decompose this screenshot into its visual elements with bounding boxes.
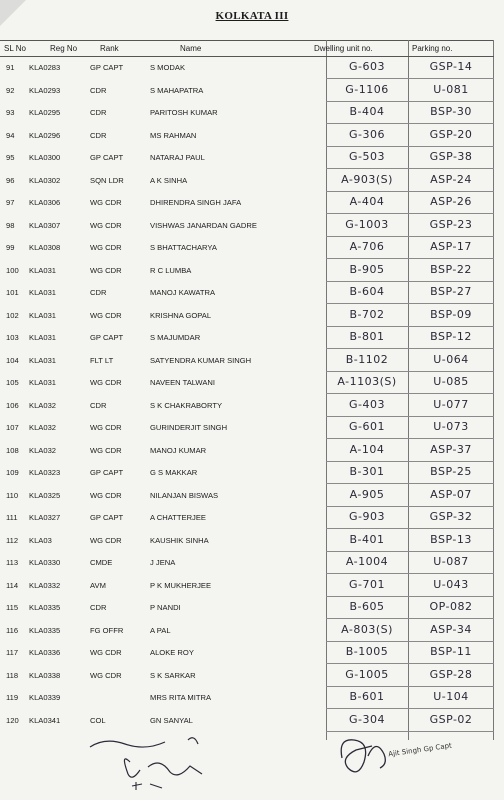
row-rule [326, 258, 494, 259]
row-rule [326, 146, 494, 147]
cell-dwelling-unit: G-1005 [345, 667, 389, 681]
cell-sl-no: 95 [6, 153, 15, 162]
table-row [0, 103, 504, 125]
cell-reg-no: KLA031 [29, 378, 57, 387]
cell-sl-no: 96 [6, 175, 15, 185]
table-row [0, 531, 504, 553]
row-rule [326, 78, 494, 79]
cell-name: VISHWAS JANARDAN GADRE [150, 220, 257, 230]
table-row [0, 283, 504, 305]
cell-dwelling-unit: G-1106 [345, 82, 389, 96]
row-rule [326, 438, 494, 439]
table-row [0, 126, 504, 148]
table-row [0, 486, 504, 508]
row-rule [326, 528, 494, 529]
cell-dwelling-unit: B-801 [349, 330, 385, 343]
cell-sl-no: 98 [6, 220, 15, 230]
cell-rank: GP CAPT [90, 153, 124, 162]
cell-name: A K SINHA [150, 175, 188, 185]
cell-dwelling-unit: G-304 [349, 712, 385, 726]
cell-dwelling-unit: A-905 [349, 487, 385, 501]
row-rule [326, 551, 494, 552]
cell-sl-no: 111 [6, 513, 18, 522]
table-row [0, 351, 504, 373]
row-rule [326, 213, 494, 214]
cell-rank: AVM [90, 580, 106, 590]
table-row [0, 58, 504, 80]
cell-reg-no: KLA031 [29, 310, 57, 320]
cell-parking-no: BSP-11 [430, 645, 472, 658]
cell-rank: WG CDR [90, 243, 122, 252]
cell-rank: WG CDR [90, 490, 122, 500]
cell-name: GURINDERJIT SINGH [150, 423, 228, 432]
cell-reg-no: KLA0307 [29, 220, 61, 230]
cell-rank: CMDE [90, 558, 113, 567]
row-rule [326, 461, 494, 462]
row-rule [326, 281, 494, 282]
cell-name: S BHATTACHARYA [150, 243, 217, 252]
cell-dwelling-unit: B-601 [349, 690, 385, 703]
cell-name: G S MAKKAR [150, 468, 198, 477]
table-row [0, 81, 504, 103]
cell-rank: GP CAPT [90, 63, 124, 72]
cell-sl-no: 109 [6, 468, 19, 477]
header-rank: Rank [100, 44, 119, 53]
cell-dwelling-unit: G-306 [349, 127, 385, 141]
cell-rank: FLT LT [90, 355, 114, 365]
row-rule [326, 483, 494, 484]
cell-dwelling-unit: A-104 [349, 442, 385, 456]
header-reg-no: Reg No [50, 44, 78, 53]
table-row [0, 148, 504, 170]
row-rule [326, 326, 494, 327]
cell-rank: GP CAPT [90, 333, 124, 342]
row-rule [326, 573, 494, 574]
cell-rank: WG CDR [90, 648, 122, 657]
cell-reg-no: KLA0336 [29, 648, 61, 657]
cell-dwelling-unit: G-603 [349, 60, 385, 73]
cell-parking-no: ASP-07 [430, 487, 472, 501]
cell-sl-no: 101 [6, 288, 19, 297]
cell-parking-no: U-081 [433, 82, 469, 96]
cell-name: PARITOSH KUMAR [150, 108, 218, 117]
cell-name: J JENA [150, 558, 176, 567]
cell-rank: WG CDR [90, 670, 122, 680]
header-dwelling-unit: Dwelling unit no. [314, 44, 373, 53]
cell-sl-no: 100 [6, 265, 19, 275]
cell-dwelling-unit: A-706 [349, 240, 385, 253]
cell-parking-no: BSP-25 [430, 465, 472, 478]
cell-name: MANOJ KUMAR [150, 445, 207, 455]
cell-dwelling-unit: G-503 [349, 150, 385, 163]
row-rule [326, 371, 494, 372]
row-rule [326, 236, 494, 237]
cell-reg-no: KLA0327 [29, 513, 61, 522]
cell-sl-no: 102 [6, 310, 19, 320]
cell-rank: WG CDR [90, 535, 122, 545]
cell-name: ALOKE ROY [150, 648, 194, 657]
cell-rank: SQN LDR [90, 175, 124, 185]
cell-name: S MODAK [150, 63, 186, 72]
table-row [0, 261, 504, 283]
table-row [0, 598, 504, 620]
cell-parking-no: U-064 [433, 352, 469, 366]
header-sl-no: SL No [4, 44, 26, 53]
cell-reg-no: KLA0293 [29, 85, 61, 95]
cell-rank: WG CDR [90, 378, 122, 387]
cell-dwelling-unit: G-1003 [345, 217, 389, 231]
row-rule [326, 596, 494, 597]
cell-dwelling-unit: B-604 [349, 285, 385, 298]
cell-name: S K CHAKRABORTY [150, 400, 223, 410]
cell-rank: CDR [90, 603, 107, 612]
cell-rank: WG CDR [90, 198, 122, 207]
table-row [0, 171, 504, 193]
table-row [0, 441, 504, 463]
cell-sl-no: 120 [6, 715, 19, 725]
cell-sl-no: 114 [6, 580, 19, 590]
cell-parking-no: ASP-34 [430, 622, 472, 636]
cell-name: DHIRENDRA SINGH JAFA [150, 198, 242, 207]
cell-parking-no: U-043 [433, 577, 469, 591]
cell-dwelling-unit: B-301 [349, 465, 385, 478]
cell-name: A CHATTERJEE [150, 513, 206, 522]
cell-name: A PAL [150, 625, 171, 635]
cell-dwelling-unit: A-903(S) [341, 172, 393, 186]
cell-parking-no: BSP-22 [430, 262, 472, 276]
cell-parking-no: BSP-13 [430, 532, 472, 546]
row-rule [326, 663, 494, 664]
row-rule [326, 641, 494, 642]
header-bottom-rule [0, 56, 494, 57]
cell-rank: WG CDR [90, 423, 122, 432]
page-title: KOLKATA III [215, 10, 289, 22]
cell-parking-no: U-087 [433, 555, 469, 568]
cell-parking-no: ASP-17 [430, 240, 472, 253]
cell-parking-no: OP-082 [429, 600, 473, 613]
cell-parking-no: GSP-20 [429, 127, 473, 141]
cell-reg-no: KLA0300 [29, 153, 61, 162]
cell-dwelling-unit: G-903 [349, 510, 385, 523]
cell-name: P NANDI [150, 603, 181, 612]
cell-reg-no: KLA0295 [29, 108, 61, 117]
row-rule [326, 708, 494, 709]
cell-sl-no: 112 [6, 535, 19, 545]
right-signature-text: Ajit Singh Gp Capt [387, 741, 453, 759]
cell-rank: FG OFFR [90, 625, 124, 635]
cell-reg-no: KLA031 [29, 333, 57, 342]
cell-name: NILANJAN BISWAS [150, 490, 219, 500]
cell-reg-no: KLA0332 [29, 580, 61, 590]
cell-dwelling-unit: B-1005 [345, 645, 389, 658]
cell-rank: WG CDR [90, 445, 122, 455]
cell-rank: CDR [90, 85, 107, 95]
table-row [0, 396, 504, 418]
cell-reg-no: KLA031 [29, 288, 57, 297]
cell-dwelling-unit: B-605 [349, 600, 385, 613]
cell-dwelling-unit: G-701 [349, 577, 385, 591]
cell-reg-no: KLA0323 [29, 468, 61, 477]
cell-sl-no: 91 [6, 63, 15, 72]
table-row [0, 463, 504, 485]
cell-parking-no: U-104 [433, 690, 469, 703]
row-rule [326, 191, 494, 192]
row-rule [326, 618, 494, 619]
cell-reg-no: KLA0341 [29, 715, 61, 725]
cell-sl-no: 116 [6, 625, 19, 635]
cell-parking-no: BSP-30 [430, 105, 472, 118]
cell-reg-no: KLA032 [29, 400, 57, 410]
row-rule [326, 393, 494, 394]
cell-rank: GP CAPT [90, 468, 124, 477]
row-rule [326, 506, 494, 507]
cell-sl-no: 119 [6, 693, 19, 702]
cell-dwelling-unit: G-601 [349, 420, 385, 433]
cell-reg-no: KLA0306 [29, 198, 61, 207]
cell-name: SATYENDRA KUMAR SINGH [150, 355, 252, 365]
row-rule [326, 348, 494, 349]
table-row [0, 216, 504, 238]
cell-name: NAVEEN TALWANI [150, 378, 215, 387]
cell-dwelling-unit: G-403 [349, 397, 385, 411]
cell-rank: CDR [90, 288, 107, 297]
cell-parking-no: BSP-09 [430, 307, 472, 321]
cell-name: R C LUMBA [150, 265, 192, 275]
table-row [0, 193, 504, 215]
cell-reg-no: KLA0325 [29, 490, 61, 500]
cell-sl-no: 107 [6, 423, 19, 432]
table-row [0, 306, 504, 328]
cell-parking-no: U-085 [433, 375, 469, 388]
cell-rank: CDR [90, 130, 107, 140]
cell-name: S K SARKAR [150, 670, 196, 680]
cell-reg-no: KLA0330 [29, 558, 61, 567]
header-parking-no: Parking no. [412, 44, 453, 53]
header-name: Name [180, 44, 202, 53]
table-row [0, 238, 504, 260]
cell-rank: WG CDR [90, 310, 122, 320]
table-row [0, 553, 504, 575]
right-signature [332, 728, 412, 788]
table-row [0, 418, 504, 440]
row-rule [326, 416, 494, 417]
cell-reg-no: KLA0302 [29, 175, 61, 185]
cell-parking-no: ASP-37 [430, 442, 472, 456]
cell-reg-no: KLA0338 [29, 670, 61, 680]
cell-reg-no: KLA0308 [29, 243, 61, 252]
row-rule [326, 303, 494, 304]
cell-reg-no: KLA0335 [29, 625, 61, 635]
cell-rank: CDR [90, 108, 107, 117]
cell-rank: GP CAPT [90, 513, 124, 522]
cell-parking-no: GSP-14 [429, 60, 473, 73]
cell-name: S MAHAPATRA [150, 85, 204, 95]
cell-dwelling-unit: B-702 [349, 307, 385, 321]
cell-sl-no: 99 [6, 243, 15, 252]
cell-rank: CDR [90, 400, 107, 410]
cell-sl-no: 105 [6, 378, 19, 387]
cell-parking-no: BSP-12 [430, 330, 472, 343]
cell-parking-no: GSP-23 [429, 217, 473, 231]
row-rule [326, 168, 494, 169]
cell-sl-no: 117 [6, 648, 19, 657]
cell-sl-no: 92 [6, 85, 15, 95]
cell-parking-no: GSP-38 [429, 150, 473, 163]
cell-dwelling-unit: B-404 [349, 105, 385, 118]
cell-sl-no: 103 [6, 333, 19, 342]
cell-reg-no: KLA0296 [29, 130, 61, 140]
cell-dwelling-unit: A-803(S) [341, 622, 393, 636]
cell-parking-no: U-073 [433, 420, 469, 433]
cell-reg-no: KLA0339 [29, 693, 61, 702]
cell-name: KRISHNA GOPAL [150, 310, 212, 320]
cell-dwelling-unit: B-401 [349, 532, 385, 546]
cell-sl-no: 108 [6, 445, 19, 455]
cell-parking-no: GSP-02 [429, 712, 473, 726]
cell-name: GN SANYAL [150, 715, 193, 725]
cell-reg-no: KLA031 [29, 355, 57, 365]
cell-name: MRS RITA MITRA [150, 693, 212, 702]
cell-sl-no: 113 [6, 558, 19, 567]
cell-reg-no: KLA031 [29, 265, 57, 275]
cell-dwelling-unit: B-1102 [345, 352, 389, 366]
table-row [0, 643, 504, 665]
cell-reg-no: KLA0335 [29, 603, 61, 612]
cell-name: NATARAJ PAUL [150, 153, 205, 162]
row-rule [326, 686, 494, 687]
cell-dwelling-unit: A-1103(S) [337, 375, 397, 388]
table-row [0, 688, 504, 710]
cell-reg-no: KLA0283 [29, 63, 61, 72]
cell-dwelling-unit: A-1004 [345, 555, 389, 568]
table-row [0, 508, 504, 530]
header-top-rule [0, 40, 494, 41]
table-row [0, 373, 504, 395]
table-row [0, 666, 504, 688]
cell-name: MS RAHMAN [150, 130, 197, 140]
cell-sl-no: 106 [6, 400, 19, 410]
cell-name: S MAJUMDAR [150, 333, 201, 342]
cell-name: KAUSHIK SINHA [150, 535, 209, 545]
cell-parking-no: BSP-27 [430, 285, 472, 298]
cell-reg-no: KLA032 [29, 423, 57, 432]
cell-name: MANOJ KAWATRA [150, 288, 216, 297]
cell-sl-no: 118 [6, 670, 19, 680]
cell-dwelling-unit: A-404 [349, 195, 385, 208]
table-row [0, 576, 504, 598]
cell-sl-no: 97 [6, 198, 15, 207]
table-row [0, 328, 504, 350]
cell-name: P K MUKHERJEE [150, 580, 212, 590]
cell-rank: WG CDR [90, 220, 122, 230]
cell-sl-no: 94 [6, 130, 15, 140]
cell-sl-no: 115 [6, 603, 19, 612]
cell-parking-no: ASP-26 [430, 195, 472, 208]
cell-rank: COL [90, 715, 106, 725]
cell-reg-no: KLA03 [29, 535, 52, 545]
cell-dwelling-unit: B-905 [349, 262, 385, 276]
row-rule [326, 123, 494, 124]
cell-sl-no: 93 [6, 108, 15, 117]
cell-sl-no: 104 [6, 355, 19, 365]
cell-parking-no: GSP-28 [429, 667, 473, 681]
table-row [0, 621, 504, 643]
cell-rank: WG CDR [90, 265, 122, 275]
cell-parking-no: ASP-24 [430, 172, 472, 186]
cell-parking-no: U-077 [433, 397, 469, 411]
cell-parking-no: GSP-32 [429, 510, 473, 523]
row-rule [326, 101, 494, 102]
cell-sl-no: 110 [6, 490, 19, 500]
cell-reg-no: KLA032 [29, 445, 57, 455]
